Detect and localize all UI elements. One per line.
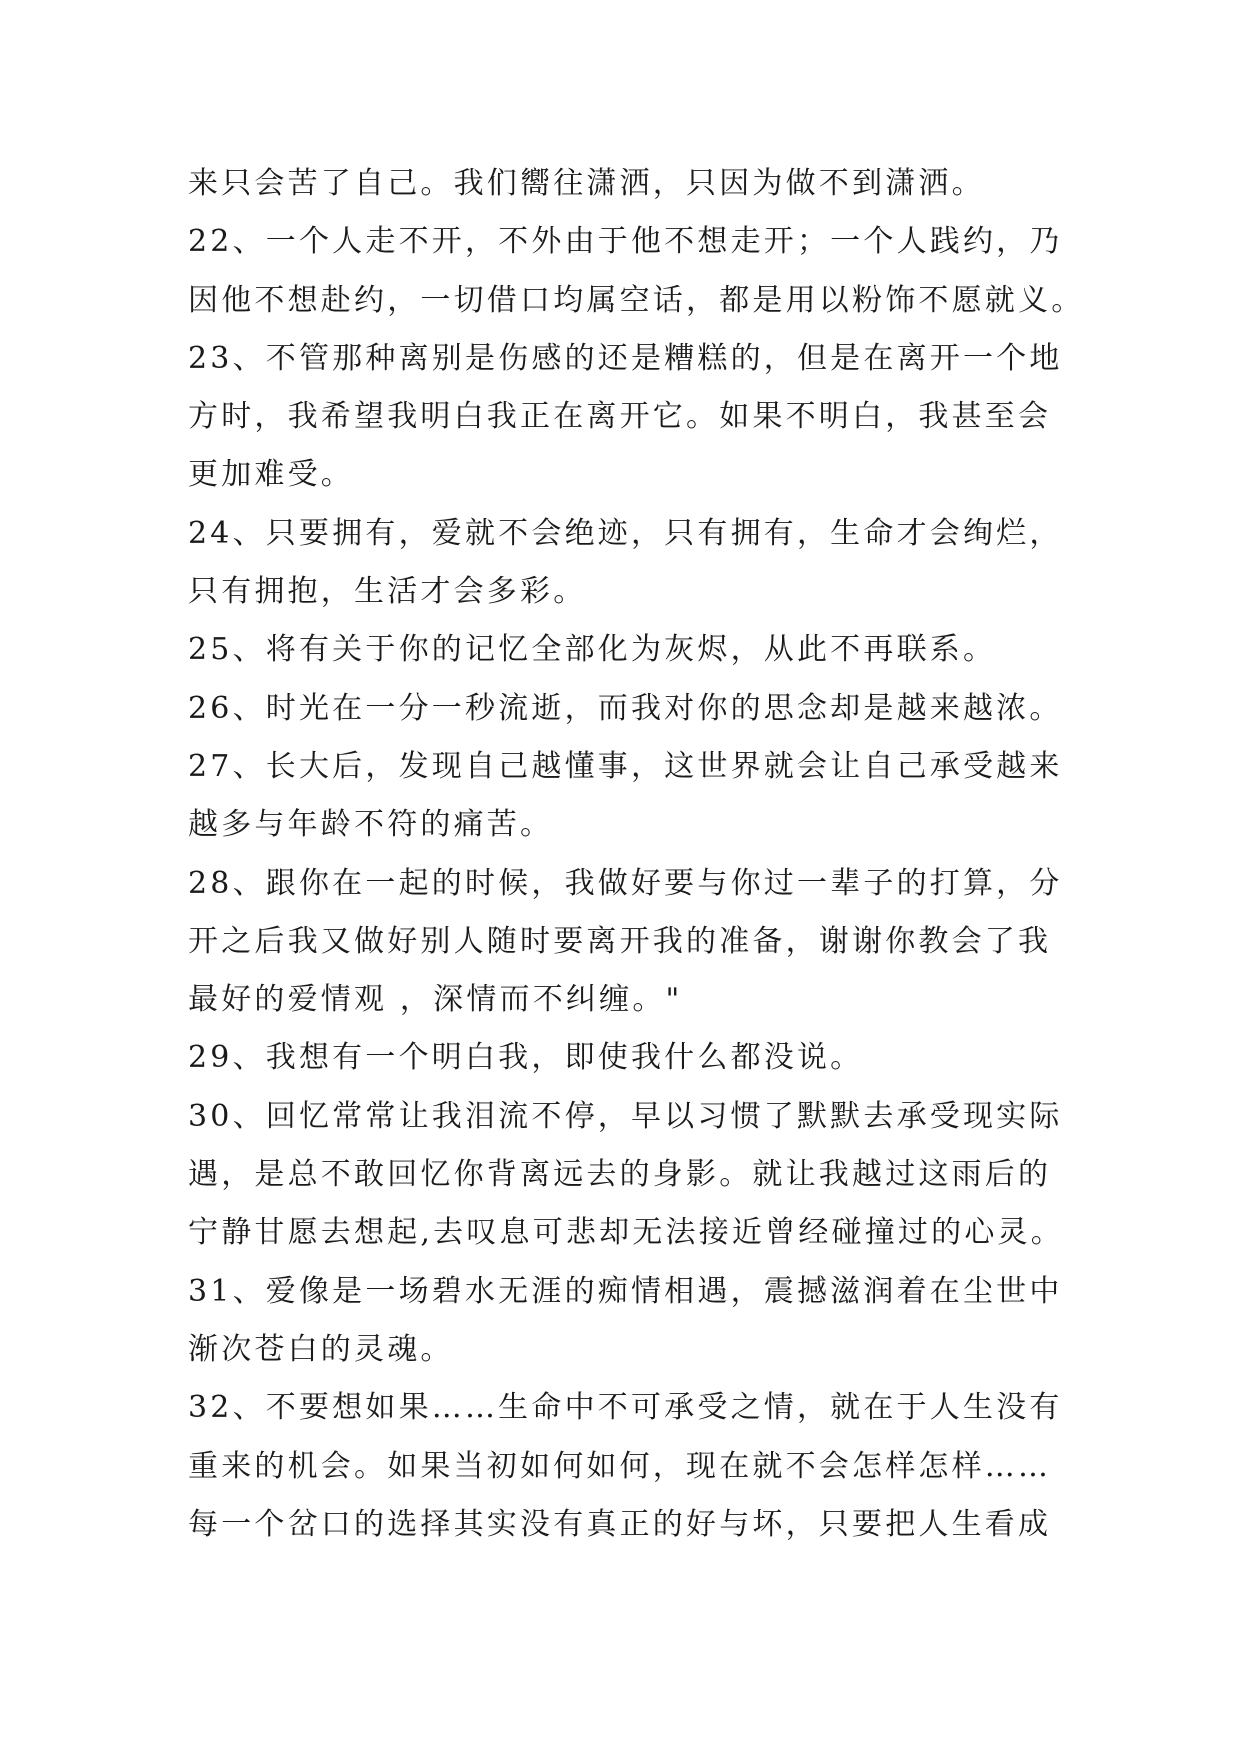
text-line: 29、我想有一个明白我，即使我什么都没说。 [188,1040,864,1076]
text-line: 来只会苦了自己。我们嚮往潇洒，只因为做不到潇洒。 [188,166,985,201]
document-body [188,155,1085,1554]
text-line: 32、不要想如果……生命中不可承受之情，就在于人生没有 [188,1390,1063,1426]
text-line: 渐次苍白的灵魂。 [188,1331,454,1367]
text-line: 开之后我又做好别人随时要离开我的准备，谢谢你教会了我 [188,923,1052,959]
text-line: 每一个岔口的选择其实没有真正的好与坏，只要把人生看成 [188,1506,1052,1542]
text-line: 28、跟你在一起的时候，我做好要与你过一辈子的打算，分 [188,865,1063,901]
text-line: 23、不管那种离别是伤感的还是糟糕的，但是在离开一个地 [188,340,1063,376]
text-line: 遇，是总不敢回忆你背离远去的身影。就让我越过这雨后的 [188,1157,1052,1193]
text-line: 27、长大后，发现自己越懂事，这世界就会让自己承受越来 [188,748,1063,784]
text-line: 最好的爱情观 ，深情而不纠缠。" [188,982,683,1018]
text-line: 更加难受。 [188,457,354,493]
text-line: 越多与年龄不符的痛苦。 [188,807,554,843]
text-line: 重来的机会。如果当初如何如何，现在就不会怎样怎样…… [188,1448,1052,1484]
text-line: 24、只要拥有，爱就不会绝迹，只有拥有，生命才会绚烂， [188,515,1063,551]
text-line: 22、一个人走不开，不外由于他不想走开；一个人践约，乃 [188,224,1063,260]
text-line: 30、回忆常常让我泪流不停，早以习惯了默默去承受现实际 [188,1098,1063,1134]
text-line: 只有拥抱，生活才会多彩。 [188,574,587,610]
text-line: 宁静甘愿去想起,去叹息可悲却无法接近曾经碰撞过的心灵。 [188,1215,1064,1251]
text-line: 25、将有关于你的记忆全部化为灰烬，从此不再联系。 [188,632,997,668]
text-line: 因他不想赴约，一切借口均属空话，都是用以粉饰不愿就义。 [188,282,1085,318]
text-line: 31、爱像是一场碧水无涯的痴情相遇，震撼滋润着在尘世中 [188,1273,1063,1309]
text-line: 26、时光在一分一秒流逝，而我对你的思念却是越来越浓。 [188,690,1063,726]
text-line: 方时，我希望我明白我正在离开它。如果不明白，我甚至会 [188,399,1052,435]
